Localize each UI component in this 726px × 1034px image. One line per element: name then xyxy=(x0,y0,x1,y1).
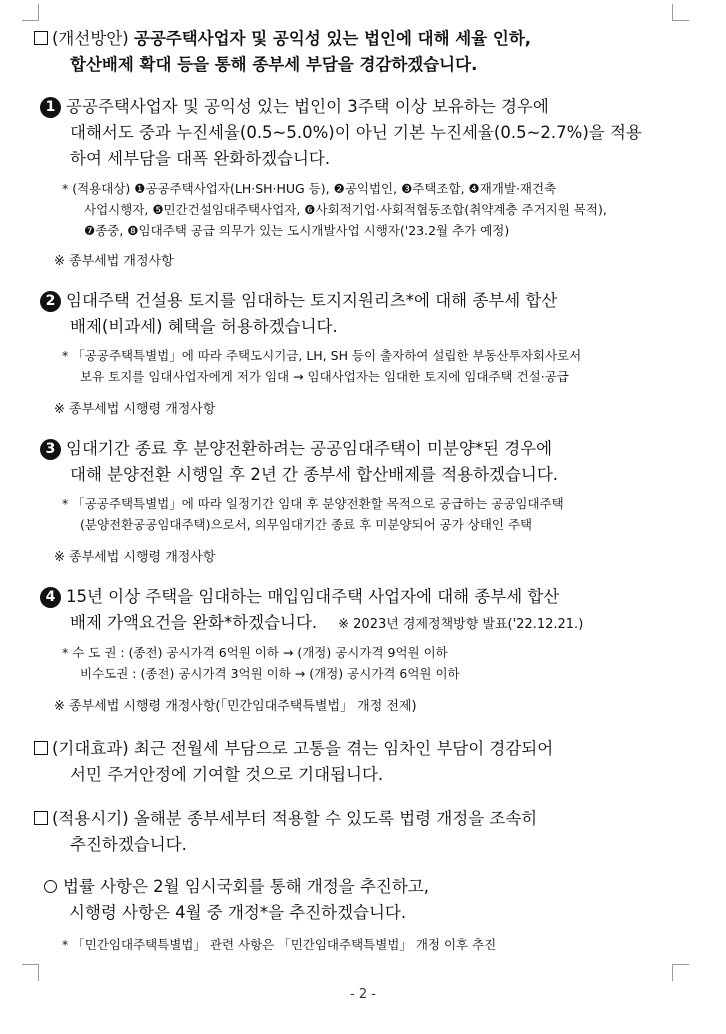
item-4-note xyxy=(62,642,460,684)
sub-item xyxy=(44,874,429,926)
item-2-number-icon: 2 xyxy=(40,291,61,312)
circle-bullet-icon xyxy=(44,880,57,893)
item-1-ref: ※ 종부세법 개정사항 xyxy=(54,254,174,269)
section-timing-tag: (적용시기) xyxy=(52,809,129,828)
section-effect xyxy=(34,736,553,788)
item-4 xyxy=(40,584,583,636)
section-proposal-tag: (개선방안) xyxy=(52,29,129,48)
corner-mark-bottom-right xyxy=(672,964,689,981)
sub-item-line2: 시행령 사항은 4월 중 개정*을 추진하겠습니다. xyxy=(69,903,407,922)
item-3-note-line2: (분양전환공공임대주택)으로서, 의무임대기간 종료 후 미분양되어 공가 상태인 주택 xyxy=(80,517,533,532)
item-2-line2: 배제(비과세) 혜택을 허용하겠습니다. xyxy=(70,317,338,336)
item-3-note-line1: * 「공공주택특별법」에 따라 일정기간 임대 후 분양전환할 목적으로 공급하는 공공임대주택 xyxy=(62,496,564,511)
item-3-note xyxy=(62,493,564,535)
corner-mark-bottom-left xyxy=(22,964,39,981)
item-3-ref: ※ 종부세법 시행령 개정사항 xyxy=(54,550,216,565)
item-2-note-line1: * 「공공주택특별법」에 따라 주택도시기금, LH, SH 등이 출자하여 설립한 부동산투자회사로서 xyxy=(62,348,582,363)
item-4-number-icon: 4 xyxy=(40,587,61,608)
item-4-note-line1: * 수 도 권 : (종전) 공시가격 6억원 이하 → (개정) 공시가격 9억원 이하 xyxy=(62,645,448,660)
item-1-line1: 공공주택사업자 및 공익성 있는 법인이 3주택 이상 보유하는 경우에 xyxy=(66,97,549,116)
corner-mark-top-left xyxy=(22,4,39,21)
item-1-note-line3: ❼종중, ❽임대주택 공급 의무가 있는 도시개발사업 시행자('23.2월 추가 예정) xyxy=(84,223,510,238)
item-3-number-icon: 3 xyxy=(40,439,61,460)
item-3 xyxy=(40,436,558,488)
sub-item-line1: 법률 사항은 2월 임시국회를 통해 개정을 추진하고, xyxy=(63,877,429,896)
item-2-note xyxy=(62,345,581,387)
item-1 xyxy=(40,94,642,172)
section-effect-line2: 서민 주거안정에 기여할 것으로 기대됩니다. xyxy=(70,765,384,784)
sub-item-note: * 「민간임대주택특별법」 관련 사항은 「민간임대주택특별법」 개정 이후 추진 xyxy=(62,937,497,952)
item-2-ref: ※ 종부세법 시행령 개정사항 xyxy=(54,402,216,417)
item-1-note-line2: 사업시행자, ❺민간건설임대주택사업자, ❻사회적기업·사회적협동조합(취약계층 주거지원 목적), xyxy=(84,202,607,217)
section-timing xyxy=(34,806,537,858)
item-1-line3: 하여 세부담을 대폭 완화하겠습니다. xyxy=(70,149,331,168)
item-4-line2: 배제 가액요건을 완화*하겠습니다. xyxy=(70,613,318,632)
section-timing-line2: 추진하겠습니다. xyxy=(70,835,187,854)
item-4-note-line2: 비수도권 : (종전) 공시가격 3억원 이하 → (개정) 공시가격 6억원 이하 xyxy=(80,666,460,681)
item-2 xyxy=(40,288,557,340)
section-proposal xyxy=(34,26,531,78)
item-3-line2: 대해 분양전환 시행일 후 2년 간 종부세 합산배제를 적용하겠습니다. xyxy=(70,465,559,484)
section-proposal-line1: 공공주택사업자 및 공익성 있는 법인에 대해 세율 인하, xyxy=(133,29,532,48)
item-2-note-line2: 보유 토지를 임대사업자에게 저가 임대 → 임대사업자는 임대한 토지에 임대주택 건설·공급 xyxy=(80,369,569,384)
corner-mark-top-right xyxy=(672,4,689,21)
item-2-line1: 임대주택 건설용 토지를 임대하는 토지지원리츠*에 대해 종부세 합산 xyxy=(66,291,558,310)
section-timing-line1: 올해분 종부세부터 적용할 수 있도록 법령 개정을 조속히 xyxy=(133,809,538,828)
item-3-line1: 임대기간 종료 후 분양전환하려는 공공임대주택이 미분양*된 경우에 xyxy=(66,439,553,458)
item-1-line2: 대해서도 중과 누진세율(0.5~5.0%)이 아닌 기본 누진세율(0.5~2.7%)을 적용 xyxy=(70,123,642,142)
item-1-note-line1: * (적용대상) ❶공공주택사업자(LH·SH·HUG 등), ❷공익법인, ❸주택조합, ❹재개발·재건축 xyxy=(62,181,557,196)
item-4-line1: 15년 이상 주택을 임대하는 매입임대주택 사업자에 대해 종부세 합산 xyxy=(66,587,560,606)
section-proposal-line2: 합산배제 확대 등을 통해 종부세 부담을 경감하겠습니다. xyxy=(70,55,478,74)
checkbox-bullet-icon xyxy=(34,811,48,825)
page-number: - 2 - xyxy=(350,987,376,1002)
item-4-policy-note: ※ 2023년 경제정책방향 발표('22.12.21.) xyxy=(338,617,584,632)
item-1-note xyxy=(62,178,607,241)
item-1-number-icon: 1 xyxy=(40,97,61,118)
checkbox-bullet-icon xyxy=(34,741,48,755)
section-effect-line1: 최근 전월세 부담으로 고통을 겪는 임차인 부담이 경감되어 xyxy=(133,739,554,758)
section-effect-tag: (기대효과) xyxy=(52,739,129,758)
checkbox-bullet-icon xyxy=(34,31,48,45)
item-4-ref: ※ 종부세법 시행령 개정사항(「민간임대주택특별법」 개정 전제) xyxy=(54,699,417,714)
